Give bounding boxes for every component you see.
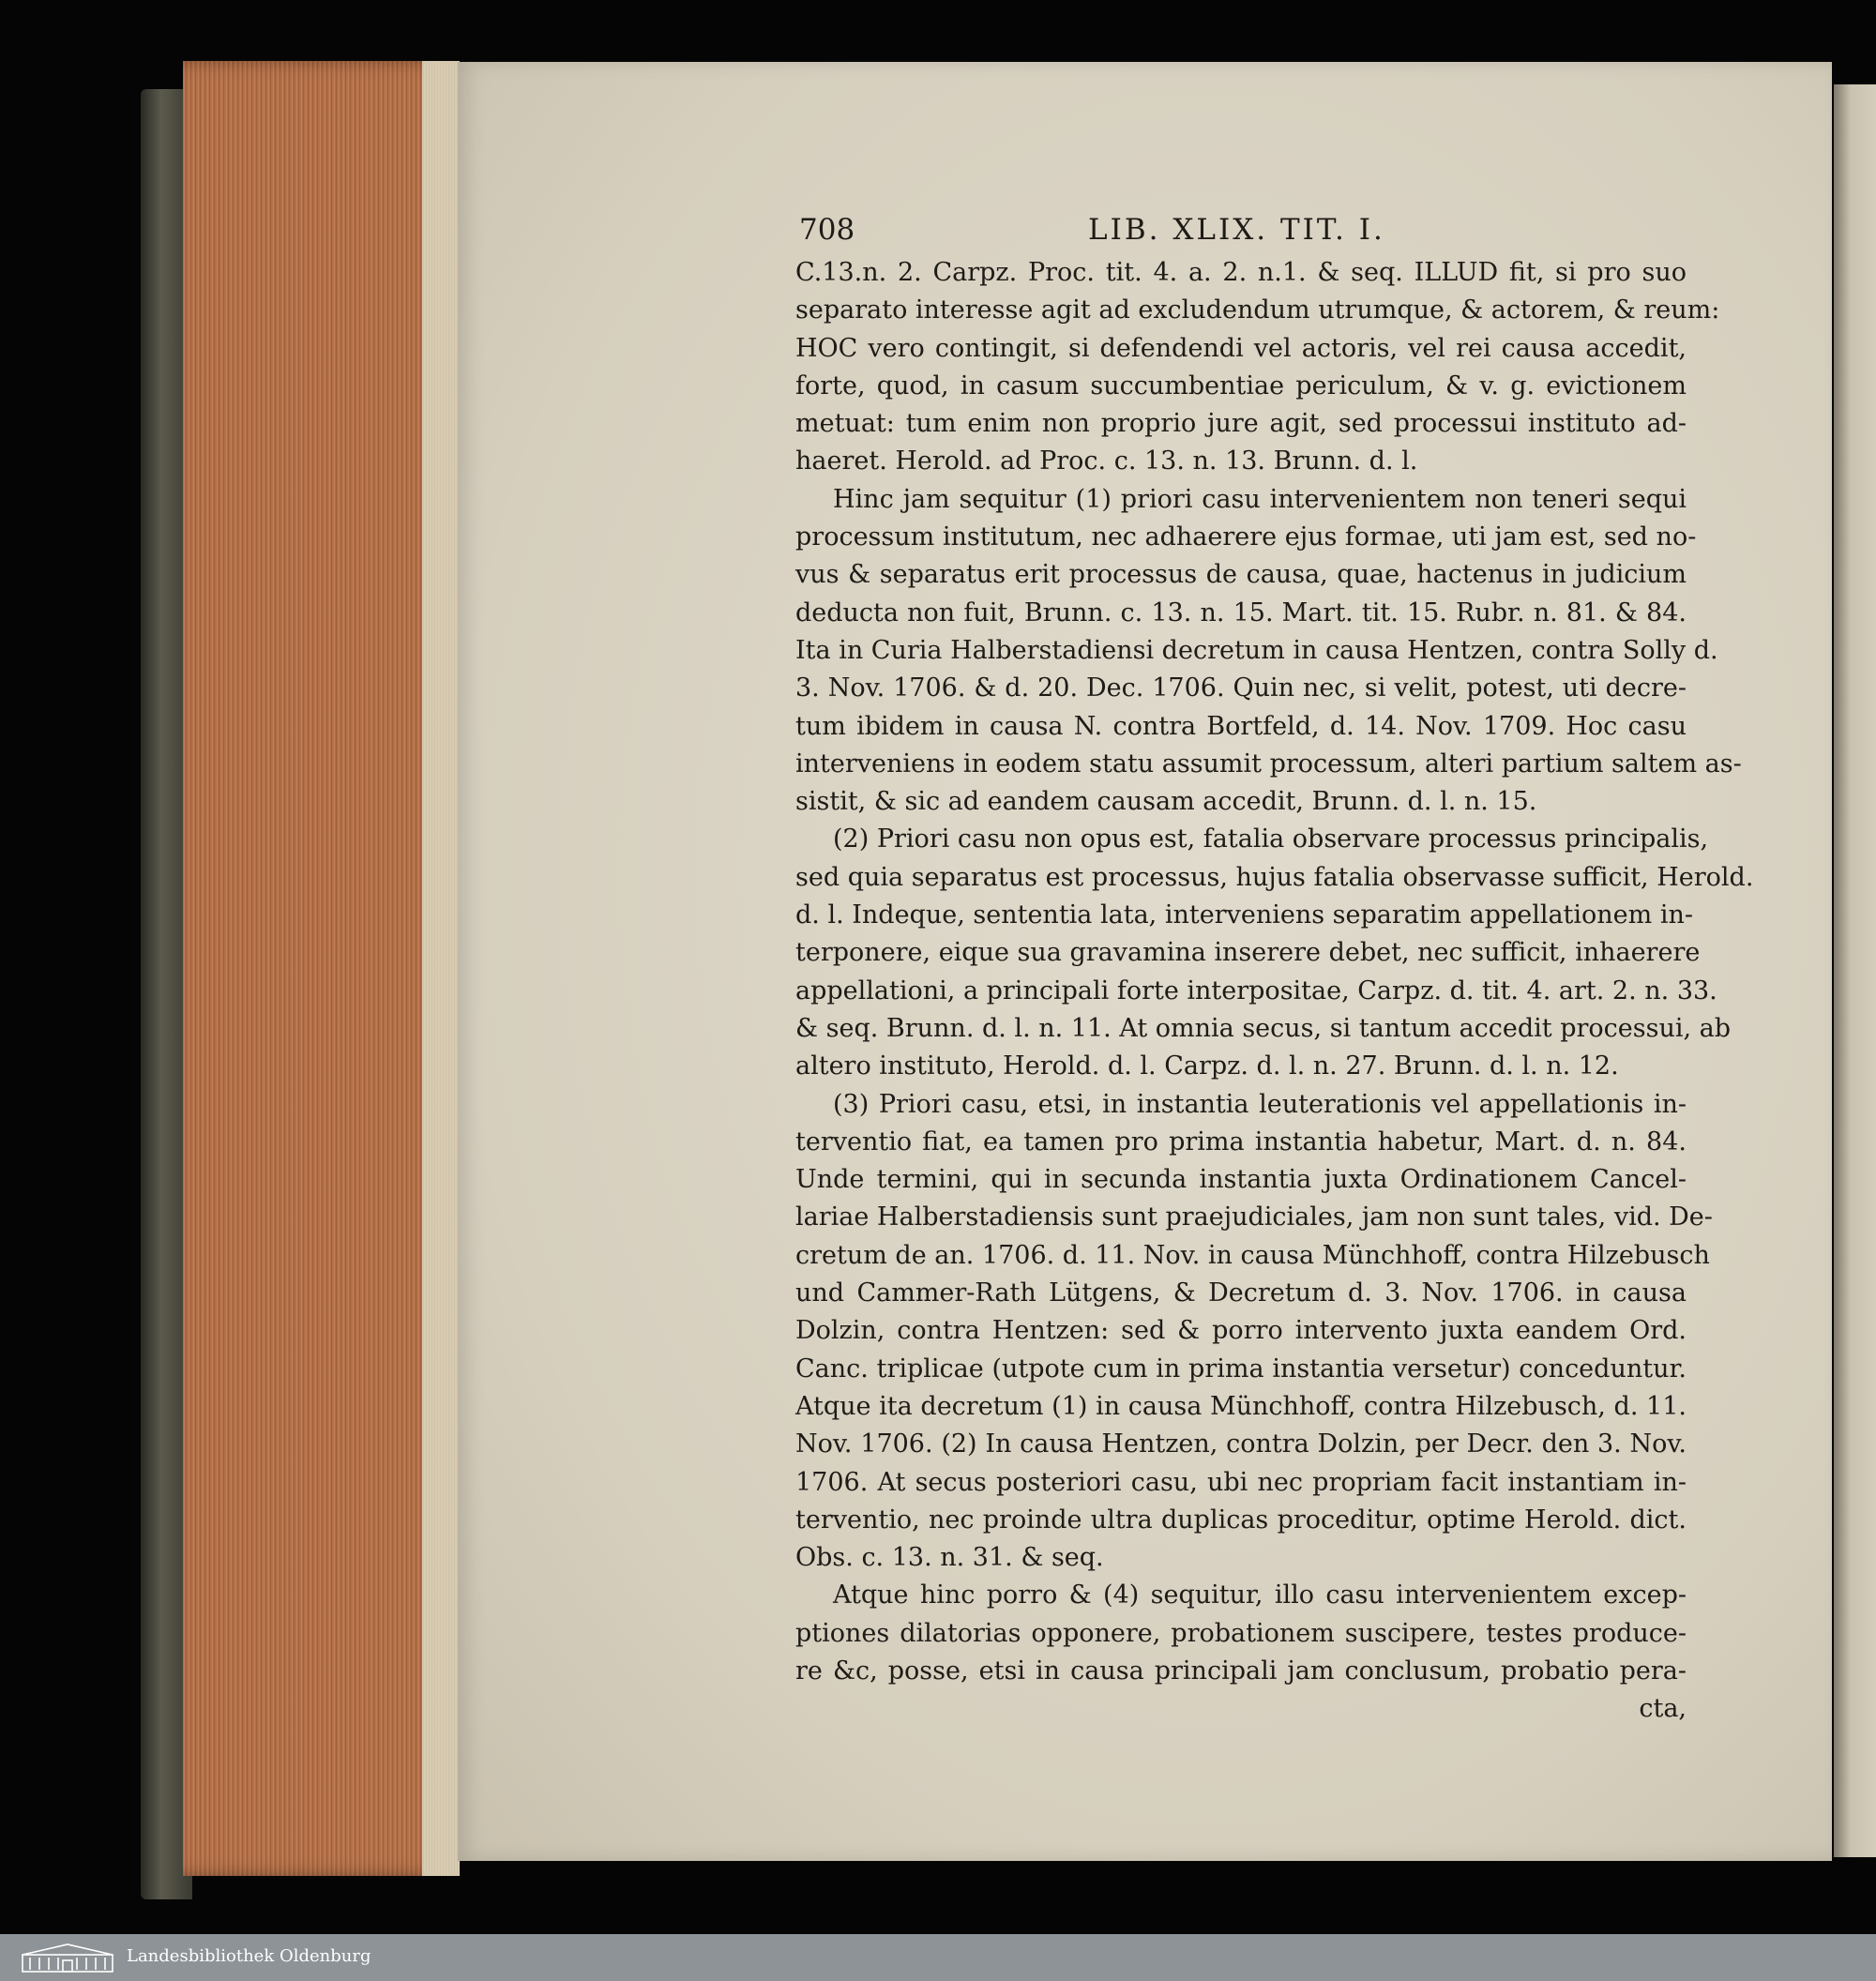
text-line: re &c, posse, etsi in causa principali jam conclusum, probatio pera-	[795, 1656, 1687, 1686]
text-line: Canc. triplicae (utpote cum in prima instantia versetur) conceduntur.	[795, 1353, 1687, 1384]
page-text	[795, 211, 1754, 1729]
text-line: deducta non fuit, Brunn. c. 13. n. 15. Mart. tit. 15. Rubr. n. 81. & 84.	[795, 597, 1687, 628]
text-line: forte, quod, in casum succumbentiae periculum, & v. g. evictionem	[795, 370, 1687, 401]
text-line: Hinc jam sequitur (1) priori casu intervenientem non teneri sequi	[833, 484, 1687, 514]
text-line: (2) Priori casu non opus est, fatalia observare processus principalis,	[833, 824, 1709, 854]
text-line: Obs. c. 13. n. 31. & seq.	[795, 1543, 1104, 1573]
text-line: appellationi, a principali forte interpositae, Carpz. d. tit. 4. art. 2. n. 33.	[795, 975, 1717, 1006]
text-line: terponere, eique sua gravamina inserere debet, nec sufficit, inhaerere	[795, 938, 1701, 968]
text-line: ptiones dilatorias opponere, probationem suscipere, testes produce-	[795, 1618, 1687, 1648]
text-line: (3) Priori casu, etsi, in instantia leuterationis vel appellationis in-	[833, 1089, 1687, 1119]
text-line: sistit, & sic ad eandem causam accedit, Brunn. d. l. n. 15.	[795, 787, 1537, 817]
text-line: d. l. Indeque, sententia lata, interveniens separatim appellationem in-	[795, 900, 1693, 930]
text-line: cretum de an. 1706. d. 11. Nov. in causa Münchhoff, contra Hilzebusch	[795, 1240, 1710, 1270]
text-line: & seq. Brunn. d. l. n. 11. At omnia secus, si tantum accedit processui, ab	[795, 1013, 1732, 1043]
library-name: Landesbibliothek Oldenburg	[127, 1946, 371, 1966]
text-line: separato interesse agit ad excludendum utrumque, & actorem, & reum:	[795, 295, 1720, 325]
running-title: LIB. XLIX. TIT. I.	[1088, 213, 1385, 247]
running-header	[795, 211, 1687, 249]
text-line: Unde termini, qui in secunda instantia juxta Ordinationem Cancel-	[795, 1165, 1687, 1195]
text-line: vus & separatus erit processus de causa, quae, hactenus in judicium	[795, 560, 1687, 590]
text-line: 1706. At secus posteriori casu, ubi nec propriam facit instantiam in-	[795, 1467, 1687, 1497]
text-line: altero instituto, Herold. d. l. Carpz. d. l. n. 27. Brunn. d. l. n. 12.	[795, 1051, 1619, 1081]
text-line: Ita in Curia Halberstadiensi decretum in causa Hentzen, contra Solly d.	[795, 635, 1718, 665]
text-line: metuat: tum enim non proprio jure agit, sed processui instituto ad-	[795, 409, 1687, 439]
text-line: Dolzin, contra Hentzen: sed & porro intervento juxta eandem Ord.	[795, 1316, 1687, 1346]
text-line: lariae Halberstadiensis sunt praejudiciales, jam non sunt tales, vid. De-	[795, 1202, 1713, 1232]
text-line: interveniens in eodem statu assumit processum, alteri partium saltem as-	[795, 749, 1742, 779]
text-line: terventio fiat, ea tamen pro prima instantia habetur, Mart. d. n. 84.	[795, 1127, 1687, 1157]
text-line: und Cammer-Rath Lütgens, & Decretum d. 3. Nov. 1706. in causa	[795, 1278, 1687, 1308]
page-stack-edge	[183, 61, 460, 1876]
text-line: tum ibidem in causa N. contra Bortfeld, d. 14. Nov. 1709. Hoc casu	[795, 711, 1687, 741]
text-line: cta,	[1639, 1694, 1687, 1724]
library-building-icon	[21, 1942, 114, 1973]
facing-page-edge	[1834, 84, 1876, 1857]
text-line: Nov. 1706. (2) In causa Hentzen, contra Dolzin, per Decr. den 3. Nov.	[795, 1429, 1687, 1459]
body-text	[795, 254, 1754, 1729]
text-line: Atque hinc porro & (4) sequitur, illo casu intervenientem excep-	[833, 1580, 1687, 1611]
text-line: 3. Nov. 1706. & d. 20. Dec. 1706. Quin nec, si velit, potest, uti decre-	[795, 673, 1687, 703]
text-line: terventio, nec proinde ultra duplicas proceditur, optime Herold. dict.	[795, 1505, 1687, 1535]
text-line: haeret. Herold. ad Proc. c. 13. n. 13. Brunn. d. l.	[795, 446, 1418, 476]
text-line: HOC vero contingit, si defendendi vel actoris, vel rei causa accedit,	[795, 333, 1687, 363]
text-line: sed quia separatus est processus, hujus fatalia observasse sufficit, Herold.	[795, 862, 1754, 892]
text-line: C.13.n. 2. Carpz. Proc. tit. 4. a. 2. n.1. & seq. ILLUD fit, si pro suo	[795, 258, 1687, 287]
page-number: 708	[799, 213, 855, 247]
footer-bar	[0, 1934, 1876, 1981]
text-line: processum institutum, nec adhaerere ejus formae, uti jam est, sed no-	[795, 522, 1697, 552]
text-line: Atque ita decretum (1) in causa Münchhoff, contra Hilzebusch, d. 11.	[795, 1391, 1687, 1421]
